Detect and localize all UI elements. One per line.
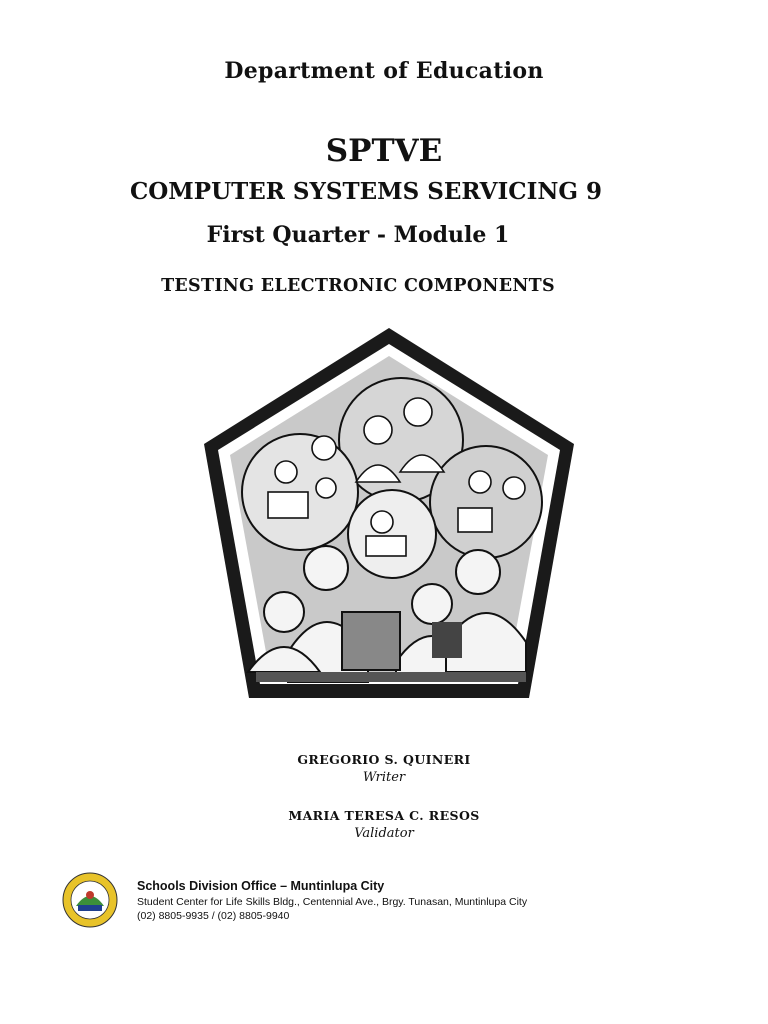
department-title: Department of Education — [224, 58, 544, 84]
scene-bubble-student — [348, 490, 436, 578]
subject-title: SPTVE — [325, 133, 443, 169]
writer-name: GREGORIO S. QUINERI — [297, 752, 471, 767]
office-info — [137, 879, 527, 923]
validator-name: MARIA TERESA C. RESOS — [288, 808, 480, 823]
topic-title: TESTING ELECTRONIC COMPONENTS — [161, 276, 555, 296]
course-title: COMPUTER SYSTEMS SERVICING 9 — [129, 178, 603, 205]
validator-role: Validator — [354, 826, 414, 841]
writer-role: Writer — [362, 770, 406, 785]
office-name: Schools Division Office – Muntinlupa City — [137, 879, 385, 893]
division-seal-logo — [62, 872, 118, 928]
quarter-module-title: First Quarter - Module 1 — [206, 222, 510, 248]
cover-illustration — [196, 322, 582, 702]
office-address: Student Center for Life Skills Bldg., Centennial Ave., Brgy. Tunasan, Muntinlupa City — [137, 896, 528, 908]
scene-bubble-workshop — [430, 446, 542, 558]
office-phone: (02) 8805-9935 / (02) 8805-9940 — [137, 910, 290, 922]
